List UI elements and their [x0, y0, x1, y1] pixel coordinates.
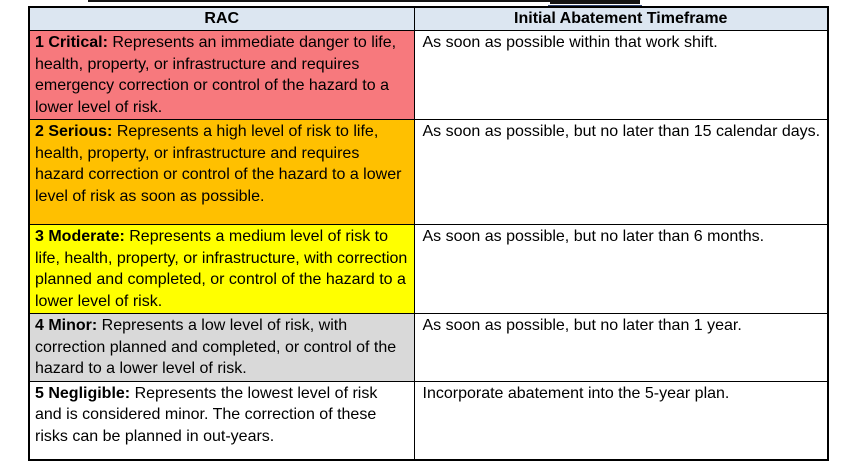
rac-cell-critical	[29, 31, 414, 120]
rac-level-description: Represents an immediate danger to life, health, property, or infrastructure and requires emergency correction or control of the hazard to a lower level of risk.	[35, 34, 397, 116]
rac-level-description: Represents a low level of risk, with correction planned and completed, or control of the hazard to a lower level of risk.	[35, 317, 397, 377]
rac-cell-minor	[29, 314, 414, 382]
table-header-row	[29, 7, 828, 31]
rac-level-label: 4 Minor:	[35, 317, 98, 334]
table-row-critical	[29, 31, 828, 120]
column-header-rac: RAC	[29, 7, 414, 31]
timeframe-cell: As soon as possible, but no later than 1 year.	[414, 314, 828, 382]
truncated-text-remnant	[88, 0, 550, 2]
table-row-serious	[29, 120, 828, 225]
rac-cell-serious	[29, 120, 414, 225]
table-row-minor	[29, 314, 828, 382]
rac-level-description: Represents a high level of risk to life, health, property, or infrastructure and requires hazard correction or control of the hazard to a lower level of risk as soon as possible.	[35, 123, 402, 205]
timeframe-cell: As soon as possible within that work shift.	[414, 31, 828, 120]
table-row-negligible	[29, 381, 828, 460]
rac-level-label: 3 Moderate:	[35, 228, 125, 245]
table-row-moderate	[29, 225, 828, 314]
timeframe-cell: Incorporate abatement into the 5-year plan.	[414, 381, 828, 460]
rac-level-description: Represents the lowest level of risk and is considered minor. The correction of these risks can be planned in out-years.	[35, 384, 378, 445]
rac-abatement-table	[28, 6, 829, 461]
column-header-initial-abatement-timeframe: Initial Abatement Timeframe	[414, 7, 828, 31]
rac-level-description: Represents a medium level of risk to life, health, property, or infrastructure, with correction planned and completed, or control of the hazard to a lower level of risk.	[35, 228, 408, 310]
truncated-text-remnant-bold	[550, 0, 640, 4]
rac-cell-moderate	[29, 225, 414, 314]
rac-level-label: 1 Critical:	[35, 34, 108, 51]
rac-cell-negligible	[29, 381, 414, 460]
timeframe-cell: As soon as possible, but no later than 15 calendar days.	[414, 120, 828, 225]
rac-level-label: 5 Negligible:	[35, 384, 131, 402]
timeframe-cell: As soon as possible, but no later than 6 months.	[414, 225, 828, 314]
rac-level-label: 2 Serious:	[35, 123, 113, 140]
